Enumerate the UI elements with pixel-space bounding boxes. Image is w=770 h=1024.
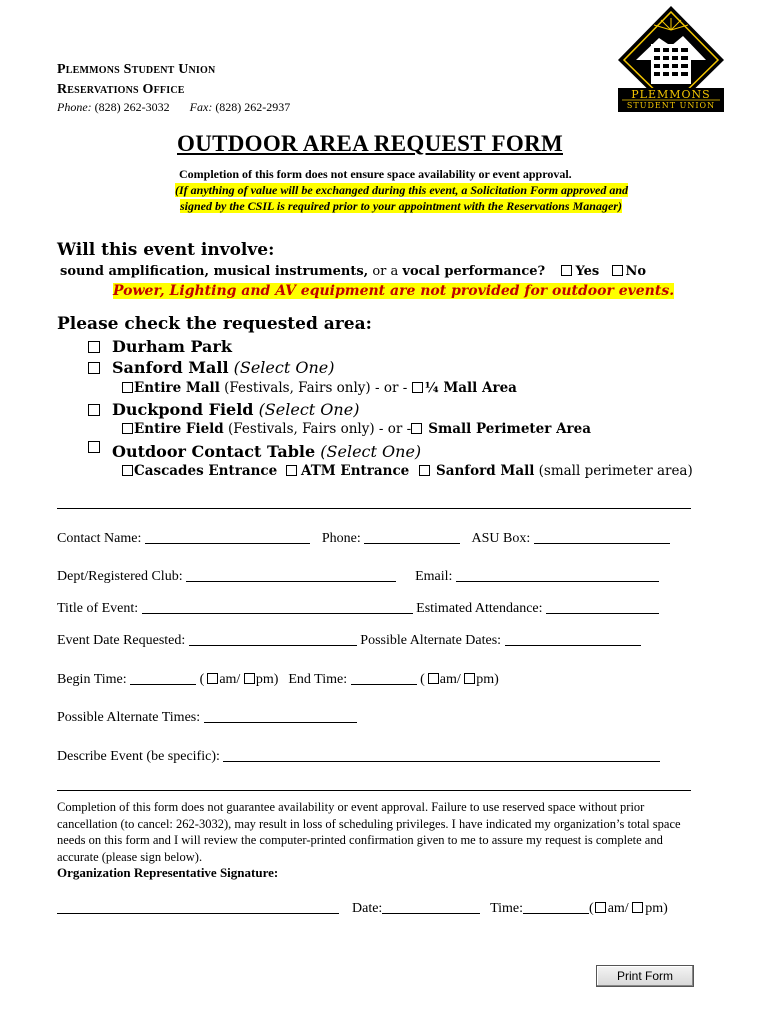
phone-input[interactable] xyxy=(364,529,460,544)
contact-info xyxy=(57,100,290,115)
phone-label: Phone: xyxy=(57,100,92,114)
no-label: No xyxy=(625,264,647,279)
contact-table-options xyxy=(122,463,277,479)
solicitation-note-1 xyxy=(175,183,628,198)
title-row xyxy=(57,599,659,617)
area-heading: Please check the requested area: xyxy=(57,314,372,334)
involve-q-part1: sound amplification, musical instruments, xyxy=(60,264,369,279)
begin-am-checkbox[interactable] xyxy=(207,673,218,684)
sig-pm-checkbox[interactable] xyxy=(632,902,643,913)
fax-value: (828) 262-2937 xyxy=(215,100,291,114)
sig-am-checkbox[interactable] xyxy=(595,902,606,913)
dept-label: Dept/Registered Club: xyxy=(57,569,183,584)
end-am-checkbox[interactable] xyxy=(428,673,439,684)
time-row xyxy=(57,670,499,688)
atm-checkbox[interactable] xyxy=(286,465,297,476)
asu-box-input[interactable] xyxy=(534,529,670,544)
dept-input[interactable] xyxy=(186,567,396,582)
alt-times-input[interactable] xyxy=(204,708,357,723)
entire-mall-checkbox[interactable] xyxy=(122,382,133,393)
entire-field-label: Entire Field xyxy=(134,421,224,437)
small-perimeter-checkbox[interactable] xyxy=(411,423,422,434)
cascades-checkbox[interactable] xyxy=(122,465,133,476)
entire-field-checkbox[interactable] xyxy=(122,423,133,434)
logo-text-line1: PLEMMONS xyxy=(631,88,711,101)
disclaimer-divider xyxy=(57,790,691,791)
signature-label: Organization Representative Signature: xyxy=(57,865,279,880)
begin-open-paren: ( xyxy=(199,672,205,687)
phone-value: (828) 262-3032 xyxy=(94,100,170,114)
contact-name-label: Contact Name: xyxy=(57,531,142,546)
contact-table-select-one: (Select One) xyxy=(320,442,422,461)
office-name xyxy=(57,82,185,98)
solicitation-note-2-text: signed by the CSIL is required prior to your appointment with the Reservations Manager) xyxy=(180,199,622,213)
area-contact-table xyxy=(88,441,421,461)
yes-checkbox[interactable] xyxy=(561,265,572,276)
involve-heading: Will this event involve: xyxy=(57,240,275,260)
equipment-warning-text: Power, Lighting and AV equipment are not provided for outdoor events. xyxy=(113,283,675,299)
duckpond-options xyxy=(122,421,591,437)
begin-pm-label: pm) xyxy=(255,672,279,687)
duckpond-label: Duckpond Field xyxy=(112,400,254,419)
involve-q-mid: or a xyxy=(368,264,403,279)
end-pm-label: pm) xyxy=(476,672,499,687)
sanford-checkbox[interactable] xyxy=(88,362,100,374)
contact-name-input[interactable] xyxy=(145,529,310,544)
quarter-mall-label: ¼ Mall Area xyxy=(424,380,517,396)
describe-label: Describe Event (be specific): xyxy=(57,749,220,764)
alt-times-label: Possible Alternate Times: xyxy=(57,710,201,725)
end-open-paren: ( xyxy=(420,672,425,687)
sanford-small-option xyxy=(419,463,693,479)
contact-table-checkbox[interactable] xyxy=(88,441,100,453)
sig-pm-label: pm) xyxy=(645,901,668,916)
begin-time-input[interactable] xyxy=(130,670,196,685)
email-input[interactable] xyxy=(456,567,659,582)
sanford-small-checkbox[interactable] xyxy=(419,465,430,476)
solicitation-note-2 xyxy=(180,199,622,214)
begin-time-label: Begin Time: xyxy=(57,672,127,687)
event-title-input[interactable] xyxy=(142,599,413,614)
attendance-input[interactable] xyxy=(546,599,659,614)
begin-am-label: am/ xyxy=(219,672,241,687)
yes-label: Yes xyxy=(575,264,600,279)
end-time-input[interactable] xyxy=(351,670,417,685)
area-sanford xyxy=(88,358,335,377)
sig-date-label: Date: xyxy=(352,901,383,916)
availability-note: Completion of this form does not ensure space availability or event approval. xyxy=(179,167,572,181)
entire-field-note: (Festivals, Fairs only) - or - xyxy=(223,421,412,437)
area-durham xyxy=(88,337,232,356)
sig-am-label: am/ xyxy=(607,901,629,916)
section-divider xyxy=(57,508,691,509)
duckpond-select-one: (Select One) xyxy=(258,400,360,419)
disclaimer-text: Completion of this form does not guarantee availability or event approval. Failure to use reserved space without prior cancellation (to cancel: 262-3032), may result in loss of scheduling privileges. I have indicated my organization’s total space needs on this form and I will review the computer-printed confirmation given to me to assure my request is complete and accurate (please sign below). xyxy=(57,800,681,864)
alt-dates-input[interactable] xyxy=(505,631,641,646)
sanford-options xyxy=(122,380,517,396)
sig-time-input[interactable] xyxy=(523,899,589,914)
email-label: Email: xyxy=(415,569,453,584)
plemmons-logo xyxy=(614,2,728,114)
alt-times-row xyxy=(57,708,357,726)
contact-table-label: Outdoor Contact Table xyxy=(112,442,316,461)
durham-label: Durham Park xyxy=(112,337,232,356)
sig-open-paren: ( xyxy=(589,901,594,916)
form-title: OUTDOOR AREA REQUEST FORM xyxy=(177,131,563,156)
cascades-label: Cascades Entrance xyxy=(134,463,278,479)
quarter-mall-checkbox[interactable] xyxy=(412,382,423,393)
attendance-label: Estimated Attendance: xyxy=(416,601,543,616)
logo-text-line2: STUDENT UNION xyxy=(626,101,716,110)
involve-question xyxy=(60,264,646,279)
sanford-small-note: (small perimeter area) xyxy=(534,463,693,479)
solicitation-note-1-text: (If anything of value will be exchanged during this event, a Solicitation Form approved and xyxy=(175,183,629,197)
dept-row xyxy=(57,567,659,585)
entire-mall-label: Entire Mall xyxy=(134,380,220,396)
sanford-select-one: (Select One) xyxy=(233,358,335,377)
org-line-1: Plemmons Student Union xyxy=(57,62,216,77)
no-checkbox[interactable] xyxy=(612,265,623,276)
sanford-label: Sanford Mall xyxy=(112,358,229,377)
org-name xyxy=(57,62,215,78)
contact-row xyxy=(57,529,670,547)
atm-option xyxy=(286,463,409,479)
signature-input[interactable] xyxy=(57,899,339,914)
phone-field-label: Phone: xyxy=(321,531,361,546)
involve-q-part2: vocal performance? xyxy=(402,264,546,279)
event-title-label: Title of Event: xyxy=(57,601,139,616)
fax-label: Fax: xyxy=(189,100,213,114)
describe-row xyxy=(57,747,660,765)
sig-date-input[interactable] xyxy=(382,899,480,914)
sig-time-label: Time: xyxy=(490,901,524,916)
asu-box-label: ASU Box: xyxy=(471,531,531,546)
date-requested-label: Event Date Requested: xyxy=(57,633,186,648)
describe-input[interactable] xyxy=(223,747,660,762)
print-form-button[interactable]: Print Form xyxy=(596,965,694,987)
date-row xyxy=(57,631,641,649)
duckpond-checkbox[interactable] xyxy=(88,404,100,416)
end-pm-checkbox[interactable] xyxy=(464,673,475,684)
date-requested-input[interactable] xyxy=(189,631,357,646)
atm-label: ATM Entrance xyxy=(301,463,410,479)
sanford-small-label: Sanford Mall xyxy=(436,463,535,479)
entire-mall-note: (Festivals, Fairs only) - or - xyxy=(219,380,412,396)
alt-dates-label: Possible Alternate Dates: xyxy=(360,633,502,648)
begin-pm-checkbox[interactable] xyxy=(244,673,255,684)
small-perimeter-label: Small Perimeter Area xyxy=(428,421,591,437)
equipment-warning xyxy=(113,283,674,299)
end-time-label: End Time: xyxy=(288,672,348,687)
end-am-label: am/ xyxy=(439,672,461,687)
signature-row xyxy=(57,899,668,917)
area-duckpond xyxy=(88,400,359,419)
durham-checkbox[interactable] xyxy=(88,341,100,353)
org-line-2: Reservations Office xyxy=(57,82,185,97)
